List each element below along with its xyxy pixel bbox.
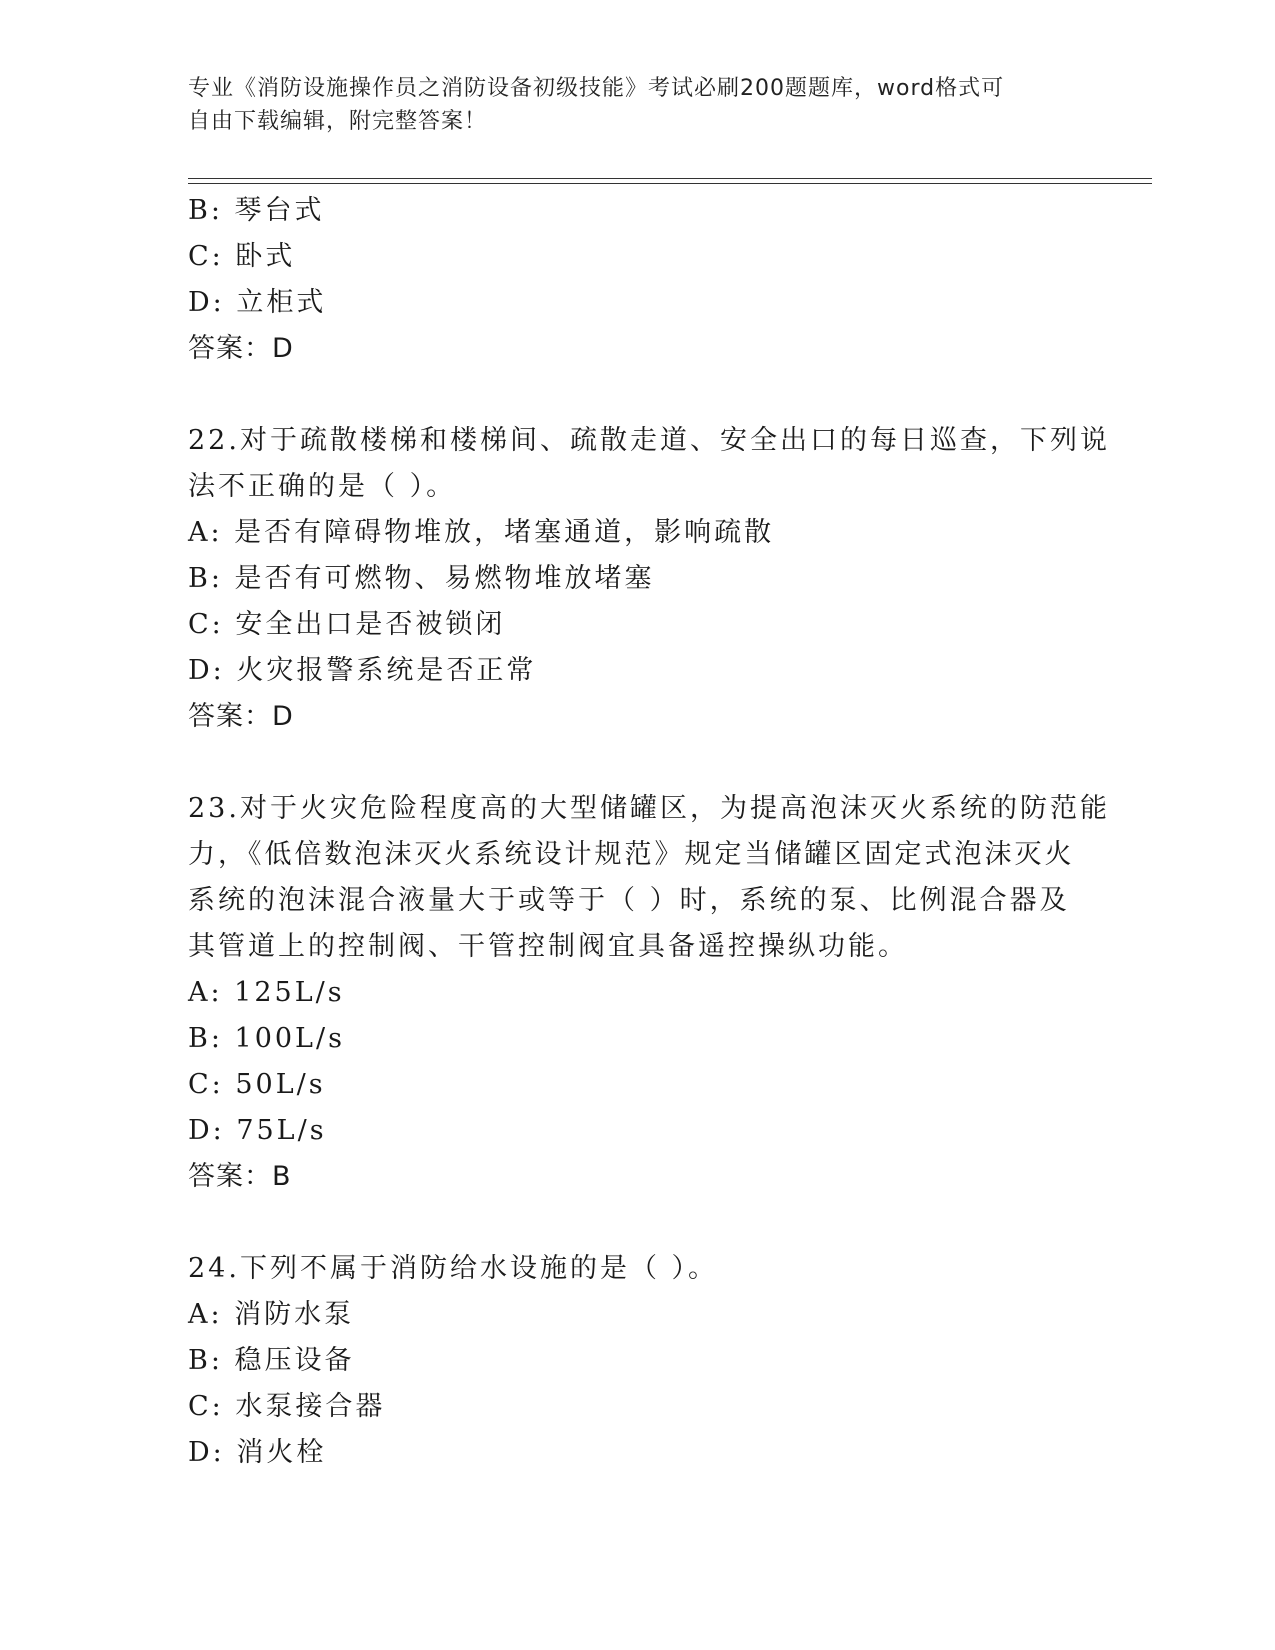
document-header xyxy=(188,72,1068,138)
option-d: D: 消火栓 xyxy=(188,1437,327,1468)
question-23 xyxy=(188,786,1110,1200)
question-stem-line: 法不正确的是（ ）。 xyxy=(188,471,457,502)
spacer xyxy=(188,740,1088,786)
option-a: A: 消防水泵 xyxy=(188,1299,355,1330)
option-b: B: 稳压设备 xyxy=(188,1345,355,1376)
question-stem-line: 力，《低倍数泡沫灭火系统设计规范》规定当储罐区固定式泡沫灭火 xyxy=(188,839,1075,870)
question-stem-line: 其管道上的控制阀、干管控制阀宜具备遥控操纵功能。 xyxy=(188,931,908,962)
option-a: A: 125L/s xyxy=(188,977,345,1008)
option-c: C: 水泵接合器 xyxy=(188,1391,386,1422)
question-stem-line: 系统的泡沫混合液量大于或等于（ ）时，系统的泵、比例混合器及 xyxy=(188,885,1070,916)
option-a: A: 是否有障碍物堆放，堵塞通道，影响疏散 xyxy=(188,517,775,548)
option-b: B: 琴台式 xyxy=(188,195,325,226)
question-stem-line: 23.对于火灾危险程度高的大型储罐区，为提高泡沫灭火系统的防范能 xyxy=(188,793,1110,824)
question-stem-line: 22.对于疏散楼梯和楼梯间、疏散走道、安全出口的每日巡查，下列说 xyxy=(188,425,1110,456)
option-d: D: 75L/s xyxy=(188,1115,327,1146)
answer: 答案：B xyxy=(188,1161,292,1192)
question-22 xyxy=(188,418,1110,740)
spacer xyxy=(188,1200,1088,1246)
answer: 答案：D xyxy=(188,701,294,732)
option-c: C: 安全出口是否被锁闭 xyxy=(188,609,506,640)
option-b: B: 100L/s xyxy=(188,1023,345,1054)
question-24 xyxy=(188,1246,1088,1476)
header-line-1: 专业《消防设施操作员之消防设备初级技能》考试必刷200题题库，word格式可 xyxy=(188,76,1005,101)
header-rule-bottom xyxy=(188,183,1152,184)
header-line-2: 自由下载编辑，附完整答案！ xyxy=(188,109,488,134)
header-rule-top xyxy=(188,178,1152,179)
question-21-tail xyxy=(188,188,1088,372)
answer: 答案：D xyxy=(188,333,294,364)
spacer xyxy=(188,372,1088,418)
question-content xyxy=(188,188,1110,1476)
option-d: D: 立柜式 xyxy=(188,287,327,318)
option-d: D: 火灾报警系统是否正常 xyxy=(188,655,537,686)
option-c: C: 50L/s xyxy=(188,1069,326,1100)
question-stem-line: 24.下列不属于消防给水设施的是（ ）。 xyxy=(188,1253,719,1284)
option-c: C: 卧式 xyxy=(188,241,296,272)
option-b: B: 是否有可燃物、易燃物堆放堵塞 xyxy=(188,563,655,594)
